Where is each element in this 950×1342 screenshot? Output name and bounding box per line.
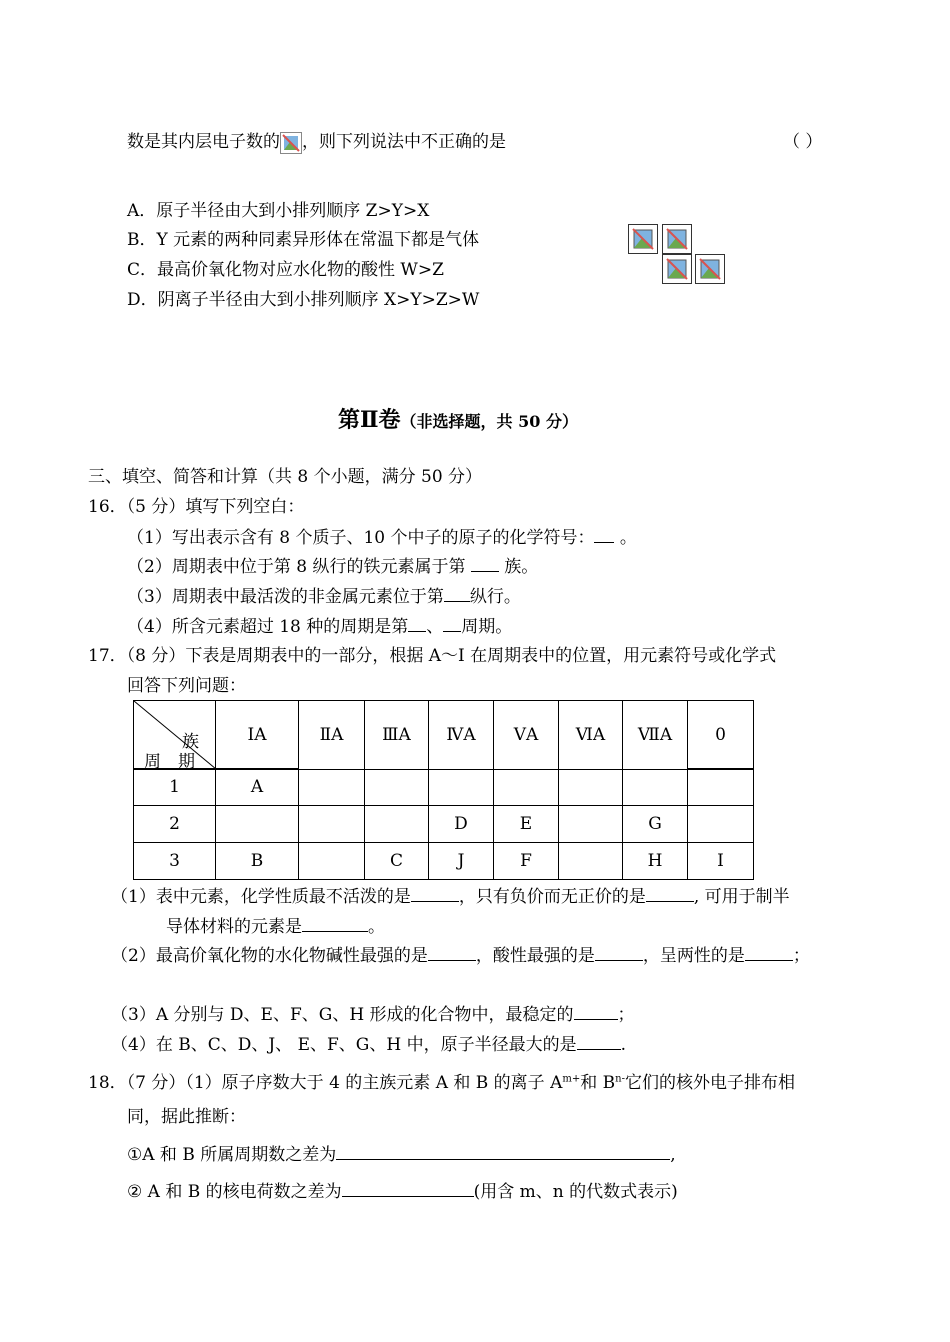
q17-answer1-cont: 导体材料的元素是 。 bbox=[166, 917, 385, 937]
element-cell bbox=[429, 769, 494, 806]
answer-blank[interactable] bbox=[408, 615, 426, 632]
answer-blank[interactable] bbox=[411, 885, 459, 902]
answer-blank[interactable] bbox=[594, 526, 614, 543]
q16-stem: 16．（5 分）填写下列空白： bbox=[88, 497, 305, 517]
group-header: 0 bbox=[688, 701, 754, 770]
q18-stem-line2: 同，据此推断： bbox=[127, 1107, 246, 1127]
table-row bbox=[134, 843, 754, 880]
element-cell bbox=[216, 806, 299, 843]
q18-stem-line1: 18．（7 分）（1）原子序数大于 4 的主族元素 A 和 B 的离子 $A^{m+}$和 $B^{n-}$它们的核外电子排布相 bbox=[88, 1073, 795, 1093]
q17-stem-line1: 17．（8 分）下表是周期表中的一部分，根据 A～I 在周期表中的位置，用元素符号或化学式 bbox=[88, 646, 777, 666]
element-box-image-icon bbox=[628, 224, 658, 254]
answer-blank[interactable] bbox=[745, 944, 793, 961]
group-header: ⅣA bbox=[429, 701, 494, 770]
q17-answer1: （1）表中元素，化学性质最不活泼的是 ，只有负价而无正价的是 , 可用于制半 bbox=[111, 887, 790, 907]
q17-answer2: （2）最高价氧化物的水化物碱性最强的是 ，酸性最强的是 ，呈两性的是 ； bbox=[111, 946, 810, 966]
element-cell: G bbox=[623, 806, 688, 843]
element-cell: C bbox=[365, 843, 429, 880]
section-heading: 三、填空、简答和计算（共 8 个小题，满分 50 分） bbox=[88, 467, 483, 487]
element-cell: I bbox=[688, 843, 754, 880]
period-cell: 2 bbox=[134, 806, 216, 843]
element-cell: B bbox=[216, 843, 299, 880]
element-cell bbox=[688, 806, 754, 843]
option-d: D．阴离子半径由大到小排列顺序 X>Y>Z>W bbox=[127, 290, 480, 310]
q16-part1: （1）写出表示含有 8 个质子、10 个中子的原子的化学符号： 。 bbox=[127, 528, 637, 548]
section-title: 第Ⅱ卷（非选择题，共 50 分） bbox=[338, 407, 578, 433]
answer-paren: （ ） bbox=[783, 132, 823, 152]
table-row bbox=[134, 806, 754, 843]
group-header: ⅤA bbox=[494, 701, 559, 770]
answer-blank[interactable] bbox=[444, 585, 470, 602]
element-cell bbox=[365, 769, 429, 806]
element-cell: A bbox=[216, 769, 299, 806]
answer-blank[interactable] bbox=[577, 1033, 621, 1050]
element-cell bbox=[559, 843, 623, 880]
answer-blank[interactable] bbox=[443, 615, 461, 632]
element-box-image-icon bbox=[695, 254, 725, 284]
element-box-image-icon bbox=[662, 254, 692, 284]
group-header: ⅥA bbox=[559, 701, 623, 770]
period-cell: 3 bbox=[134, 843, 216, 880]
element-cell bbox=[623, 769, 688, 806]
element-cell bbox=[688, 769, 754, 806]
element-cell bbox=[299, 843, 365, 880]
group-header: ⅦA bbox=[623, 701, 688, 770]
element-cell bbox=[494, 769, 559, 806]
table-corner-cell bbox=[134, 701, 216, 770]
element-cell: J bbox=[429, 843, 494, 880]
periodic-table-body bbox=[133, 768, 754, 880]
corner-group-label: 族 bbox=[182, 732, 199, 752]
answer-blank[interactable] bbox=[428, 944, 476, 961]
option-a: A．原子半径由大到小排列顺序 Z>Y>X bbox=[127, 201, 430, 221]
answer-blank[interactable] bbox=[595, 944, 643, 961]
group-header: ⅠA bbox=[216, 701, 299, 770]
answer-blank[interactable] bbox=[302, 915, 368, 932]
answer-blank[interactable] bbox=[336, 1143, 670, 1160]
q16-part2: （2）周期表中位于第 8 纵行的铁元素属于第 族。 bbox=[127, 557, 539, 577]
q16-part4: （4）所含元素超过 18 种的周期是第 、 周期。 bbox=[127, 617, 513, 637]
table-row bbox=[134, 769, 754, 806]
element-box-image-icon bbox=[662, 224, 692, 254]
answer-blank[interactable] bbox=[471, 555, 499, 572]
answer-blank[interactable] bbox=[574, 1003, 618, 1020]
answer-blank[interactable] bbox=[342, 1180, 474, 1197]
option-c: C．最高价氧化物对应水化物的酸性 W>Z bbox=[127, 260, 444, 280]
element-cell: F bbox=[494, 843, 559, 880]
q17-answer4: （4）在 B、C、D、J、 E、F、G、H 中，原子半径最大的是 . bbox=[111, 1035, 626, 1055]
element-cell bbox=[299, 769, 365, 806]
group-header: ⅢA bbox=[365, 701, 429, 770]
q17-stem-line2: 回答下列问题： bbox=[127, 676, 246, 696]
broken-image-icon bbox=[280, 132, 302, 154]
group-header: ⅡA bbox=[299, 701, 365, 770]
corner-period-label: 周 期 bbox=[144, 752, 195, 772]
q17-answer3: （3）A 分别与 D、E、F、G、H 形成的化合物中，最稳定的 ； bbox=[111, 1005, 635, 1025]
q18-part2: ② A 和 B 的核电荷数之差为 (用含 m、n 的代数式表示) bbox=[127, 1182, 678, 1202]
periodic-table bbox=[133, 700, 754, 770]
option-b: B．Y 元素的两种同素异形体在常温下都是气体 bbox=[127, 230, 480, 250]
q18-part1: ①A 和 B 所属周期数之差为 , bbox=[127, 1145, 676, 1165]
element-cell: H bbox=[623, 843, 688, 880]
q16-part3: （3）周期表中最活泼的非金属元素位于第 纵行。 bbox=[127, 587, 521, 607]
element-cell bbox=[559, 806, 623, 843]
period-cell: 1 bbox=[134, 769, 216, 806]
element-cell: E bbox=[494, 806, 559, 843]
element-cell: D bbox=[429, 806, 494, 843]
element-cell bbox=[365, 806, 429, 843]
answer-blank[interactable] bbox=[646, 885, 694, 902]
q15-stem: 数是其内层电子数的 ，则下列说法中不正确的是 bbox=[127, 132, 506, 152]
element-cell bbox=[559, 769, 623, 806]
element-cell bbox=[299, 806, 365, 843]
